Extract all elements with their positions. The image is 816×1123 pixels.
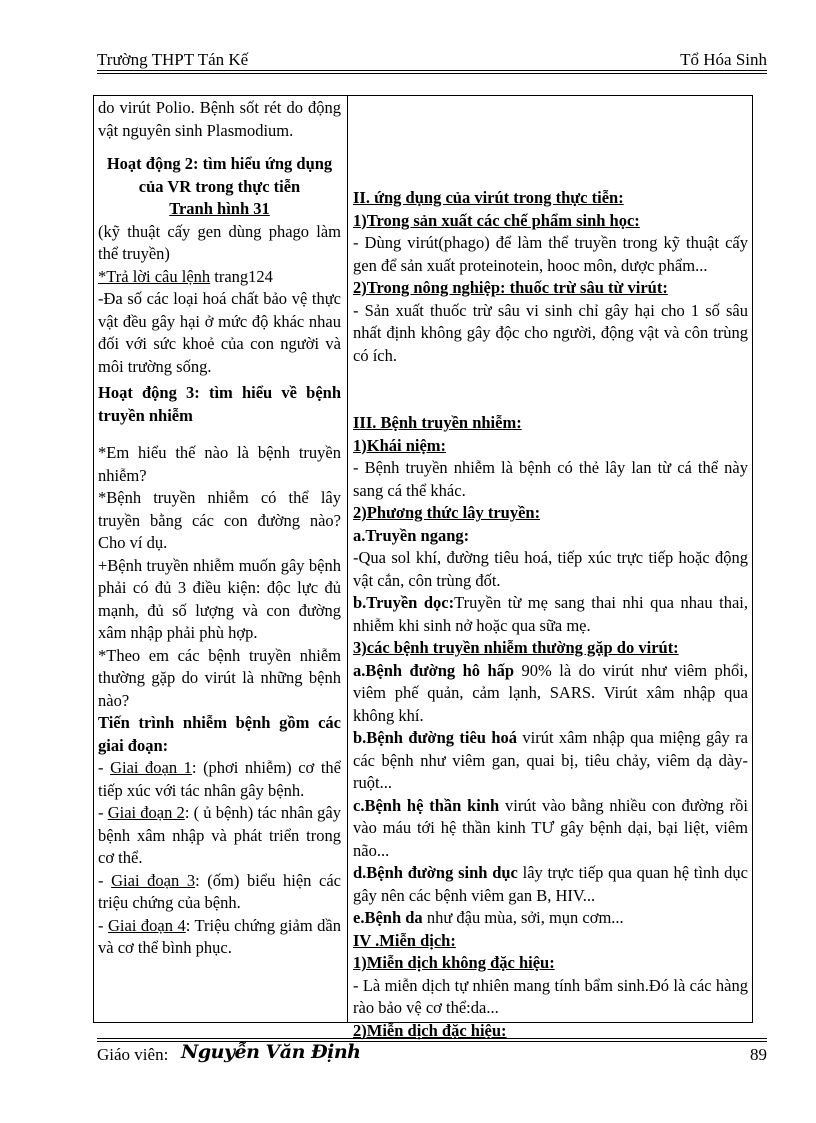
school-name: Trường THPT Tán Kế bbox=[97, 50, 249, 69]
section-4-title: IV .Miễn dịch: bbox=[353, 930, 456, 950]
stage-3-text: : (ốm) biểu hiện các triệu chứng của bệnh. bbox=[98, 870, 342, 912]
teacher-label: Giáo viên: bbox=[97, 1045, 169, 1064]
disease-digestive-name: b.Bệnh đường tiêu hoá bbox=[353, 728, 518, 747]
stage-4: - Giai đoạn 4: Triệu chứng giảm dần và cơ thể bình phục. bbox=[98, 915, 341, 957]
section-2-1-heading: 1)Trong sản xuất các chế phẩm sinh học: bbox=[353, 210, 640, 230]
disease-nervous-name: c.Bệnh hệ thần kinh bbox=[353, 795, 500, 815]
section-3-1-heading: 1)Khái niệm: bbox=[353, 435, 447, 455]
disease-digestive-text: virút xâm nhập qua miệng gây ra các bệnh như viêm gan, quai bị, tiêu chảy, viêm dạ dày-ruột... bbox=[353, 728, 748, 792]
stage-1: - Giai đoạn 1: (phơi nhiễm) cơ thể tiếp xúc với tác nhân gây bệnh. bbox=[98, 758, 341, 800]
section-3-1-text: - Bệnh truyền nhiễm là bệnh có thẻ lây lan từ cá thể này sang cá thể khác. bbox=[353, 458, 748, 500]
disease-skin-text: như đậu mùa, sởi, mụn cơm... bbox=[422, 908, 624, 927]
stage-2: - Giai đoạn 2: ( ủ bệnh) tác nhân gây bệnh xâm nhập và phát triển trong cơ thể. bbox=[98, 803, 341, 867]
horizontal-transmission-text: -Qua sol khí, đường tiêu hoá, tiếp xúc trực tiếp hoặc động vật cắn, côn trùng đốt. bbox=[353, 548, 748, 590]
stage-3-label: Giai đoạn 3 bbox=[111, 870, 196, 890]
stage-4-label: Giai đoạn 4 bbox=[108, 915, 186, 935]
stage-2-label: Giai đoạn 2 bbox=[107, 803, 185, 822]
stage-4-text: : Triệu chứng giảm dần và cơ thể bình phục. bbox=[98, 915, 341, 957]
section-4-1-heading: 1)Miễn dịch không đặc hiệu: bbox=[353, 953, 555, 972]
department-name: Tổ Hóa Sinh bbox=[680, 50, 767, 69]
question-1: *Em hiểu thế nào là bệnh truyền nhiễm? bbox=[98, 443, 341, 485]
disease-nervous-text: virút vào bằng nhiều con đường rồi vào máu tới hệ thần kinh TƯ gây bệnh dại, bại liệt, viêm não... bbox=[353, 795, 748, 860]
intro-text: do virút Polio. Bệnh sốt rét do động vật nguyên sinh Plasmodium. bbox=[98, 98, 341, 140]
answer-label: *Trả lời câu lệnh bbox=[98, 266, 211, 286]
activity-2-title: Hoạt động 2: tìm hiểu ứng dụng của VR trong thực tiễn bbox=[106, 154, 333, 196]
disease-skin-name: e.Bệnh da bbox=[353, 908, 423, 927]
teacher-activities-column bbox=[98, 97, 341, 960]
disease-respiratory bbox=[353, 660, 748, 728]
process-title: Tiến trình nhiễm bệnh gồm các giai đoạn: bbox=[98, 713, 341, 755]
answer-page: trang124 bbox=[210, 266, 273, 286]
horizontal-transmission-heading: a.Truyền ngang: bbox=[353, 525, 470, 545]
footer-rule bbox=[97, 1038, 767, 1039]
section-2-title: II. ứng dụng của virút trong thực tiễn: bbox=[353, 188, 624, 207]
stage-3: - Giai đoạn 3: (ốm) biểu hiện các triệu chứng của bệnh. bbox=[98, 870, 342, 912]
stage-2-text: : ( ủ bệnh) tác nhân gây bệnh xâm nhập và phát triển trong cơ thể. bbox=[98, 803, 341, 867]
disease-reproductive-name: d.Bệnh đường sinh dục bbox=[353, 863, 518, 882]
disease-nervous bbox=[353, 795, 748, 863]
section-3-2-heading: 2)Phương thức lây truyền: bbox=[353, 503, 541, 522]
activity-2-text: -Đa số các loại hoá chất bảo vệ thực vật đều gây hại ở mức độ khác nhau đối với sức khoẻ của con người và môi trường sống. bbox=[98, 289, 341, 376]
section-4-2-heading: 2)Miễn dịch đặc hiệu: bbox=[353, 1020, 507, 1040]
header-rule-2 bbox=[97, 73, 767, 74]
vertical-transmission-text: Truyền từ mẹ sang thai nhi qua nhau thai, nhiễm khi sinh nở hoặc qua sữa mẹ. bbox=[353, 593, 749, 635]
activity-2-answer bbox=[98, 266, 341, 289]
header-rule bbox=[97, 70, 767, 71]
page-number: 89 bbox=[750, 1045, 767, 1064]
section-2-1-text: - Dùng virút(phago) để làm thể truyền trong kỹ thuật cấy gen để sản xuất proteinotein, hooc môn, dược phẩm... bbox=[353, 233, 748, 275]
activity-2-note: (kỹ thuật cấy gen dùng phago làm thể truyền) bbox=[98, 221, 341, 263]
question-4: *Theo em các bệnh truyền nhiễm thường gặp do virút là những bệnh nào? bbox=[98, 645, 341, 710]
stage-1-text: : (phơi nhiễm) cơ thể tiếp xúc với tác nhân gây bệnh. bbox=[98, 758, 341, 800]
disease-respiratory-name: a.Bệnh đường hô hấp bbox=[353, 660, 515, 680]
stage-1-label: Giai đoạn 1 bbox=[110, 758, 192, 777]
section-3-title: III. Bệnh truyền nhiễm: bbox=[353, 413, 522, 432]
section-2-2-text: - Sản xuất thuốc trừ sâu vi sinh chỉ gây hại cho 1 số sâu nhất định không gây độc cho người, động vật và côn trùng có ích. bbox=[353, 300, 748, 365]
section-2-2-heading: 2)Trong nông nghiệp: thuốc trừ sâu từ virút: bbox=[353, 278, 668, 297]
activity-3-title: Hoạt động 3: tìm hiểu về bệnh truyền nhiễm bbox=[98, 383, 341, 425]
teacher-signature: Nguyễn Văn Định bbox=[181, 1041, 361, 1063]
disease-reproductive-text: lây trực tiếp qua quan hệ tình dục gây nên các bệnh viêm gan B, HIV... bbox=[353, 863, 748, 905]
condition-note: +Bệnh truyền nhiễm muốn gây bệnh phải có đủ 3 điều kiện: độc lực đủ mạnh, đủ số lượng và con đường xâm nhập phải phù hợp. bbox=[98, 555, 341, 642]
activity-2-picture: Tranh hình 31 bbox=[169, 199, 270, 218]
lesson-table bbox=[93, 95, 753, 1040]
section-4-1-text: - Là miễn dịch tự nhiên mang tính bẩm sinh.Đó là các hàng rào bảo vệ cơ thể:da... bbox=[353, 975, 748, 1017]
disease-digestive bbox=[353, 727, 748, 795]
content-column bbox=[353, 97, 748, 1042]
disease-respiratory-text: 90% là do virút như viêm phổi, viêm phế quản, cảm lạnh, SARS. Virút xâm nhập qua không khí. bbox=[353, 660, 748, 725]
disease-reproductive bbox=[353, 862, 748, 907]
page-footer bbox=[97, 1041, 767, 1069]
disease-skin bbox=[353, 907, 748, 930]
vertical-transmission-heading: b.Truyền dọc: bbox=[353, 593, 455, 612]
page-header bbox=[97, 50, 767, 72]
column-divider bbox=[347, 96, 348, 1022]
question-2: *Bệnh truyền nhiễm có thể lây truyền bằng các con đường nào? Cho ví dụ. bbox=[98, 488, 341, 552]
vertical-transmission bbox=[353, 592, 748, 637]
section-3-3-heading: 3)các bệnh truyền nhiễm thường gặp do virút: bbox=[353, 638, 679, 657]
